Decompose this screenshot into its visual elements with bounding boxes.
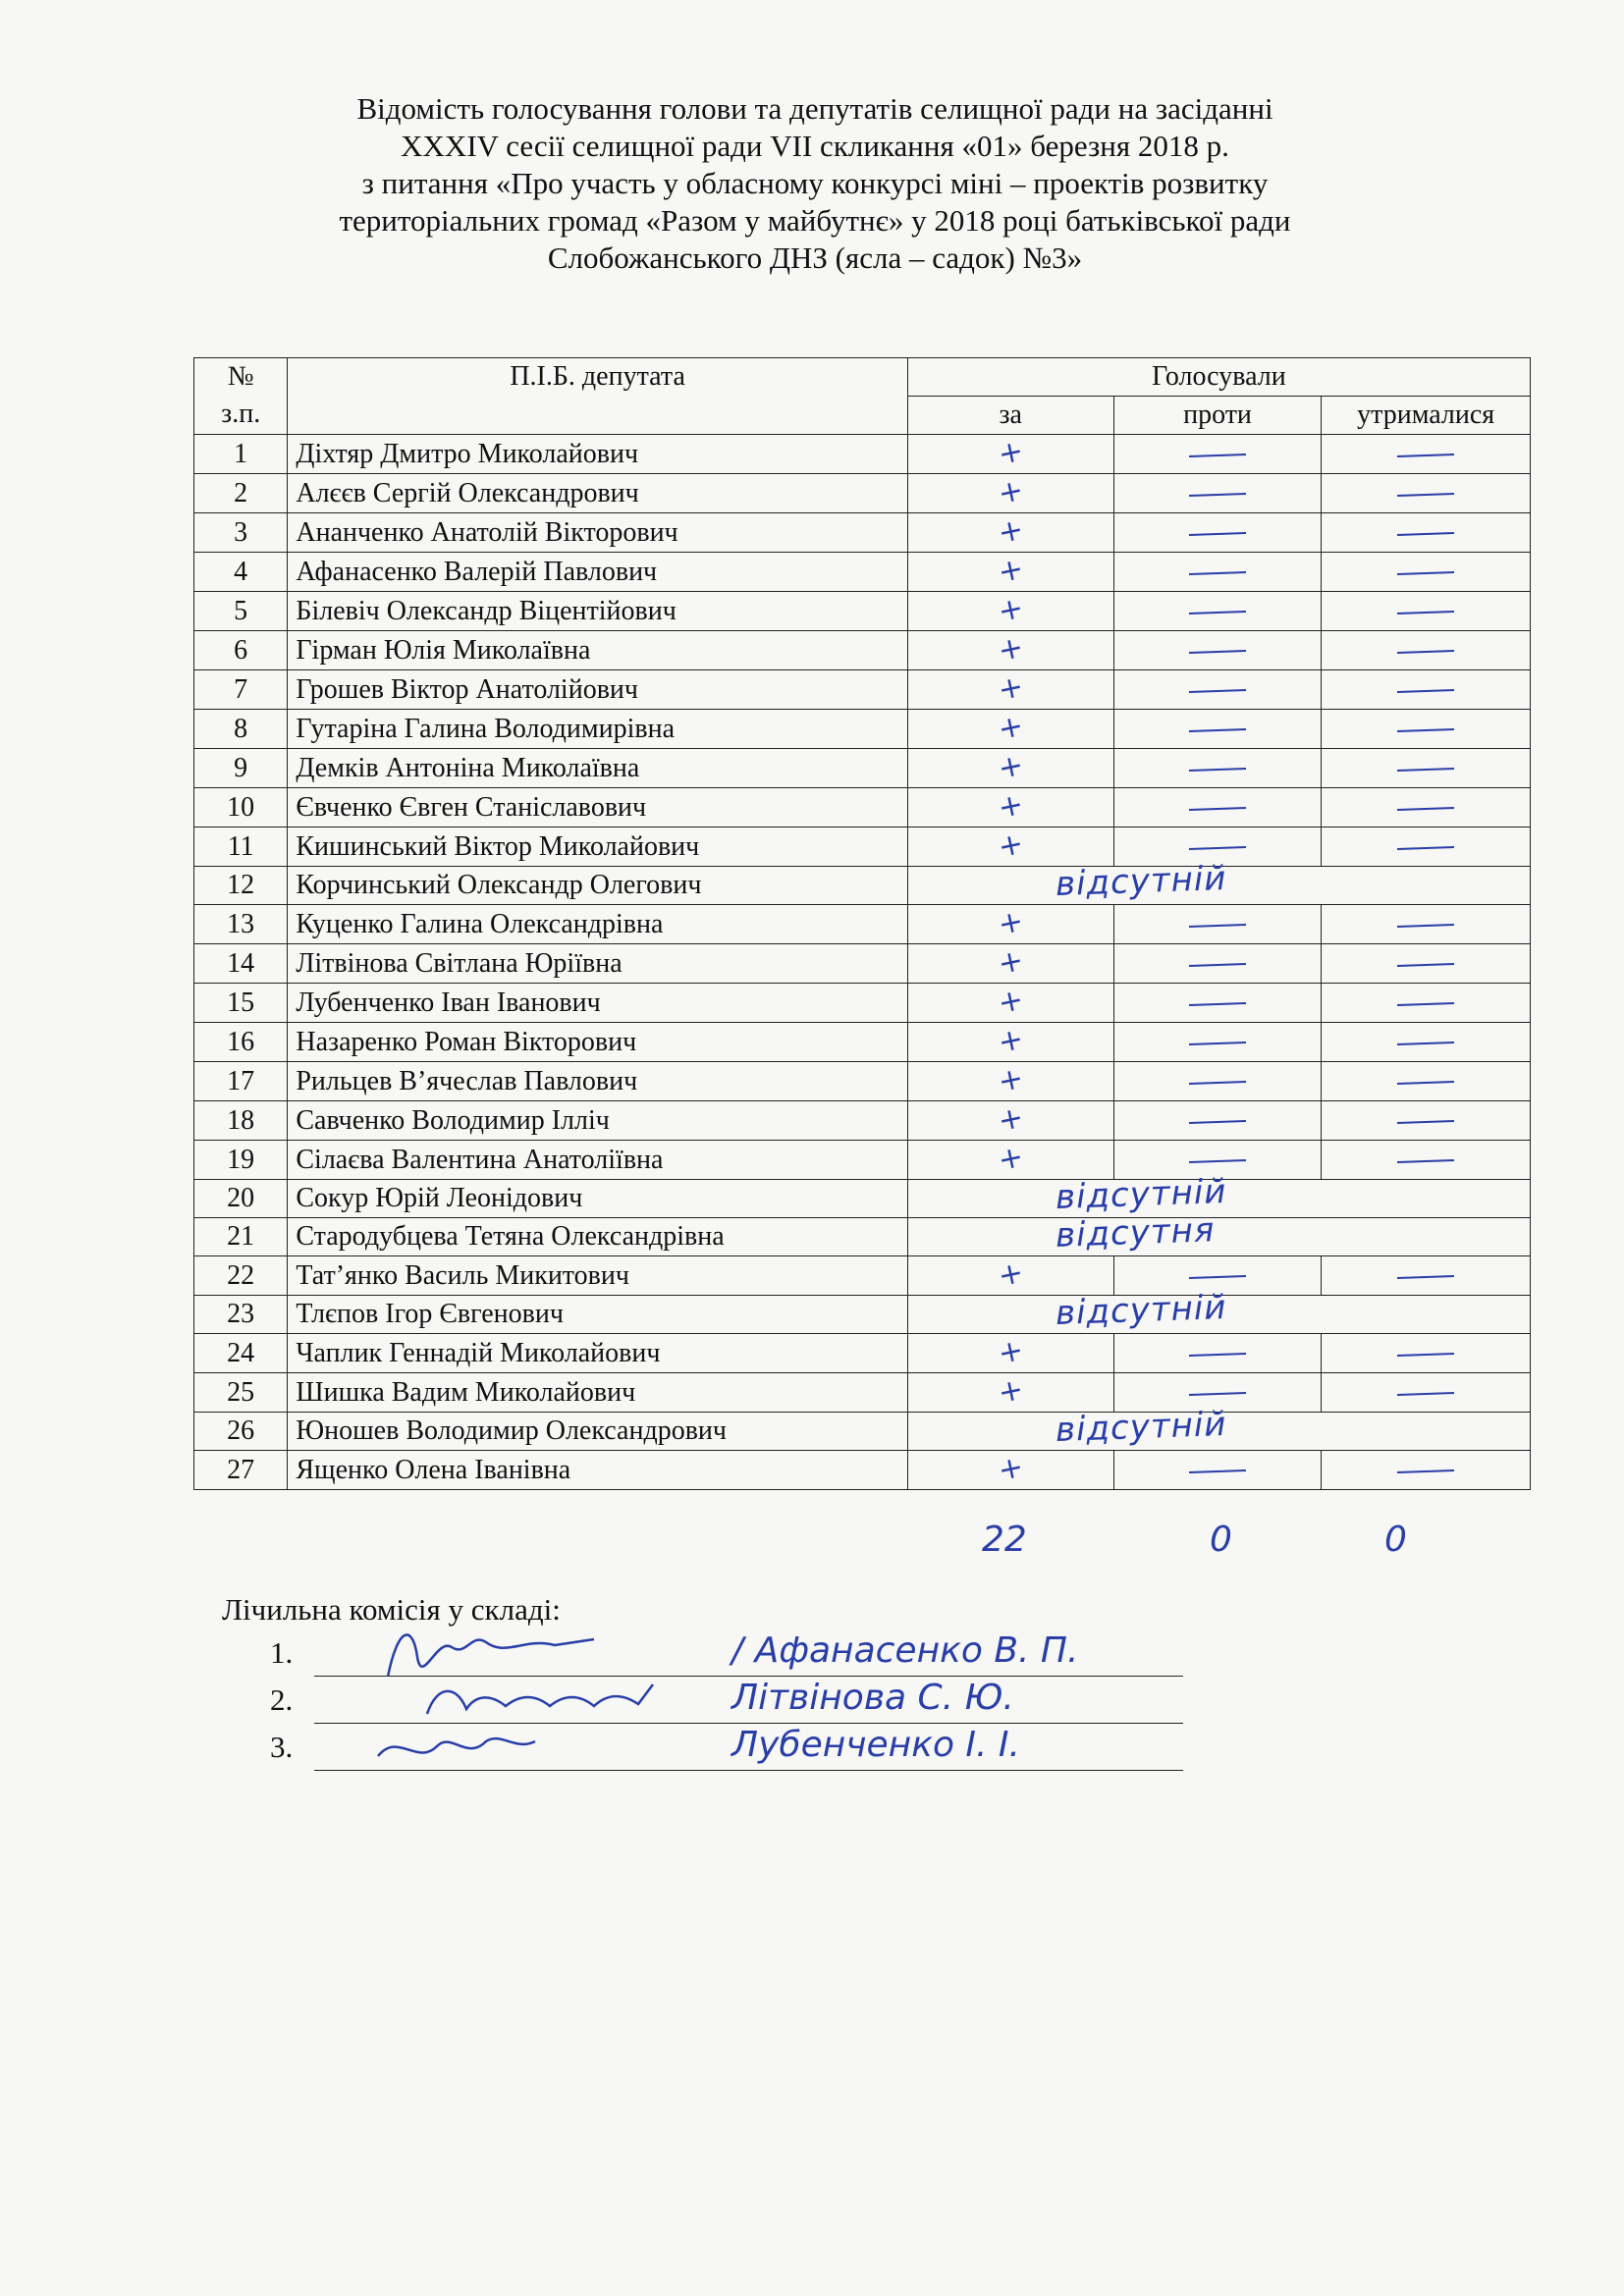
table-row — [194, 1413, 1531, 1451]
header-number-line2: з.п. — [221, 399, 261, 429]
commission-member-3 — [270, 1725, 1183, 1775]
vote-for-cell — [907, 944, 1113, 984]
row-number: 18 — [194, 1101, 288, 1141]
vote-for-cell — [907, 1101, 1113, 1141]
row-number: 17 — [194, 1062, 288, 1101]
table-row — [194, 1062, 1531, 1101]
vote-abstained-cell — [1322, 984, 1531, 1023]
vote-against-cell — [1113, 474, 1322, 513]
header-abstained: утрималися — [1322, 397, 1531, 435]
header-against: проти — [1113, 397, 1322, 435]
deputy-name: Білевіч Олександр Віцентійович — [288, 592, 907, 631]
table-row — [194, 670, 1531, 710]
plus-mark: + — [995, 1139, 1027, 1179]
total-against: 0 — [1210, 1520, 1232, 1560]
vote-for-cell — [907, 513, 1113, 553]
vote-for-cell — [907, 1334, 1113, 1373]
row-number: 7 — [194, 670, 288, 710]
row-number: 24 — [194, 1334, 288, 1373]
vote-abstained-cell — [1322, 905, 1531, 944]
row-number: 4 — [194, 553, 288, 592]
dash-mark — [1189, 611, 1246, 614]
deputy-name: Алєєв Сергій Олександрович — [288, 474, 907, 513]
table-row — [194, 788, 1531, 828]
dash-mark — [1189, 1353, 1246, 1357]
vote-abstained-cell — [1322, 435, 1531, 474]
dash-mark — [1189, 1159, 1246, 1163]
vote-abstained-cell — [1322, 1373, 1531, 1413]
title-line-3: з питання «Про участь у обласному конкурсі міні – проектів розвитку — [361, 166, 1269, 200]
table-row — [194, 905, 1531, 944]
vote-for-cell — [907, 905, 1113, 944]
plus-mark: + — [995, 1255, 1027, 1295]
member-number: 3. — [270, 1730, 294, 1764]
vote-against-cell — [1113, 1101, 1322, 1141]
plus-mark: + — [995, 511, 1027, 552]
deputy-name: Лубенченко Іван Іванович — [288, 984, 907, 1023]
vote-abstained-cell — [1322, 1141, 1531, 1180]
vote-for-cell — [907, 1062, 1113, 1101]
dash-mark — [1397, 1275, 1454, 1279]
dash-mark — [1397, 728, 1454, 732]
row-number: 21 — [194, 1218, 288, 1256]
dash-mark — [1189, 1002, 1246, 1006]
vote-against-cell — [1113, 1334, 1322, 1373]
vote-against-cell — [1113, 513, 1322, 553]
deputy-name: Літвінова Світлана Юріївна — [288, 944, 907, 984]
deputy-name: Сокур Юрій Леонідович — [288, 1180, 907, 1218]
dash-mark — [1397, 689, 1454, 693]
vote-abstained-cell — [1322, 1062, 1531, 1101]
row-number: 9 — [194, 749, 288, 788]
vote-abstained-cell — [1322, 1334, 1531, 1373]
table-row — [194, 435, 1531, 474]
dash-mark — [1189, 1041, 1246, 1045]
row-number: 25 — [194, 1373, 288, 1413]
dash-mark — [1397, 1353, 1454, 1357]
vote-for-cell — [907, 710, 1113, 749]
dash-mark — [1397, 924, 1454, 928]
vote-against-cell — [1113, 710, 1322, 749]
table-body — [194, 435, 1531, 1490]
deputy-name: Чаплик Геннадій Миколайович — [288, 1334, 907, 1373]
vote-abstained-cell — [1322, 474, 1531, 513]
plus-mark: + — [995, 1449, 1027, 1489]
header-number — [194, 358, 288, 435]
dash-mark — [1189, 571, 1246, 575]
vote-for-cell — [907, 828, 1113, 867]
dash-mark — [1397, 650, 1454, 654]
row-number: 27 — [194, 1451, 288, 1490]
dash-mark — [1189, 768, 1246, 772]
commission-label: Лічильна комісія у складі: — [222, 1592, 561, 1627]
dash-mark — [1189, 650, 1246, 654]
vote-for-cell — [907, 592, 1113, 631]
table-row — [194, 1023, 1531, 1062]
row-number: 10 — [194, 788, 288, 828]
dash-mark — [1189, 846, 1246, 850]
dash-mark — [1189, 924, 1246, 928]
vote-abstained-cell — [1322, 1101, 1531, 1141]
row-number: 19 — [194, 1141, 288, 1180]
plus-mark: + — [995, 1332, 1027, 1372]
deputy-name: Кишинський Віктор Миколайович — [288, 828, 907, 867]
absent-note: відсутній — [1055, 1171, 1227, 1218]
header-number-line1: № — [227, 361, 254, 392]
row-number: 23 — [194, 1296, 288, 1334]
vote-for-cell — [907, 1373, 1113, 1413]
vote-abstained-cell — [1322, 553, 1531, 592]
row-number: 14 — [194, 944, 288, 984]
table-row — [194, 828, 1531, 867]
plus-mark: + — [995, 1060, 1027, 1100]
table-row — [194, 749, 1531, 788]
deputy-name: Ященко Олена Іванівна — [288, 1451, 907, 1490]
dash-mark — [1397, 846, 1454, 850]
row-number: 1 — [194, 435, 288, 474]
dash-mark — [1397, 768, 1454, 772]
table-row — [194, 592, 1531, 631]
deputy-name: Шишка Вадим Миколайович — [288, 1373, 907, 1413]
plus-mark: + — [995, 982, 1027, 1022]
member-name: / Афанасенко В. П. — [731, 1630, 1079, 1671]
dash-mark — [1397, 493, 1454, 497]
deputy-name: Діхтяр Дмитро Миколайович — [288, 435, 907, 474]
vote-against-cell — [1113, 984, 1322, 1023]
dash-mark — [1189, 1081, 1246, 1085]
row-number: 20 — [194, 1180, 288, 1218]
plus-mark: + — [995, 1021, 1027, 1061]
vote-against-cell — [1113, 1062, 1322, 1101]
absent-note: відсутній — [1055, 1287, 1227, 1334]
title-line-2: XXXIV сесії селищної ради VII скликання «01» березня 2018 р. — [401, 129, 1229, 163]
vote-abstained-cell — [1322, 788, 1531, 828]
vote-for-cell — [907, 1451, 1113, 1490]
vote-abstained-cell — [1322, 710, 1531, 749]
vote-for-cell — [907, 1141, 1113, 1180]
plus-mark: + — [995, 708, 1027, 748]
row-number: 12 — [194, 867, 288, 905]
deputy-name: Грошев Віктор Анатолійович — [288, 670, 907, 710]
absence-cell — [907, 1210, 1530, 1256]
plus-mark: + — [995, 590, 1027, 630]
vote-against-cell — [1113, 553, 1322, 592]
vote-abstained-cell — [1322, 670, 1531, 710]
table-row — [194, 631, 1531, 670]
table-row — [194, 1296, 1531, 1334]
dash-mark — [1397, 571, 1454, 575]
vote-for-cell — [907, 435, 1113, 474]
table-row — [194, 513, 1531, 553]
vote-for-cell — [907, 788, 1113, 828]
table-row — [194, 474, 1531, 513]
vote-against-cell — [1113, 670, 1322, 710]
table-row — [194, 1451, 1531, 1490]
deputy-name: Гутаріна Галина Володимирівна — [288, 710, 907, 749]
dash-mark — [1397, 1392, 1454, 1396]
vote-abstained-cell — [1322, 631, 1531, 670]
dash-mark — [1397, 807, 1454, 811]
dash-mark — [1189, 1120, 1246, 1124]
vote-against-cell — [1113, 944, 1322, 984]
plus-mark: + — [995, 551, 1027, 591]
deputy-name: Демків Антоніна Миколаївна — [288, 749, 907, 788]
plus-mark: + — [995, 472, 1027, 512]
dash-mark — [1397, 1469, 1454, 1473]
title-line-1: Відомість голосування голови та депутатів селищної ради на засіданні — [356, 91, 1273, 126]
row-number: 5 — [194, 592, 288, 631]
dash-mark — [1189, 532, 1246, 536]
absence-cell — [907, 1287, 1530, 1334]
header-name: П.І.Б. депутата — [288, 358, 907, 435]
vote-abstained-cell — [1322, 1256, 1531, 1296]
vote-for-cell — [907, 1023, 1113, 1062]
deputy-name: Сілаєва Валентина Анатоліївна — [288, 1141, 907, 1180]
member-number: 1. — [270, 1635, 294, 1670]
title-line-4: територіальних громад «Разом у майбутнє» у 2018 році батьківської ради — [339, 203, 1291, 238]
vote-for-cell — [907, 984, 1113, 1023]
dash-mark — [1397, 532, 1454, 536]
dash-mark — [1189, 728, 1246, 732]
vote-for-cell — [907, 1256, 1113, 1296]
dash-mark — [1189, 1275, 1246, 1279]
vote-totals — [0, 1520, 1624, 1569]
vote-against-cell — [1113, 631, 1322, 670]
title-line-5: Слобожанського ДНЗ (ясла – садок) №3» — [547, 240, 1083, 275]
table-row — [194, 867, 1531, 905]
header-voted: Голосували — [907, 358, 1530, 397]
plus-mark: + — [995, 903, 1027, 943]
plus-mark: + — [995, 786, 1027, 827]
absent-note: відсутня — [1055, 1210, 1216, 1255]
deputy-name: Євченко Євген Станіславович — [288, 788, 907, 828]
table-row — [194, 710, 1531, 749]
vote-against-cell — [1113, 1023, 1322, 1062]
vote-against-cell — [1113, 905, 1322, 944]
absent-note: відсутній — [1055, 858, 1227, 905]
dash-mark — [1189, 689, 1246, 693]
table-row — [194, 1141, 1531, 1180]
vote-for-cell — [907, 749, 1113, 788]
table-row — [194, 1373, 1531, 1413]
table-row — [194, 553, 1531, 592]
deputy-name: Рильцев В’ячеслав Павлович — [288, 1062, 907, 1101]
member-name: Літвінова С. Ю. — [731, 1678, 1014, 1718]
dash-mark — [1397, 1041, 1454, 1045]
total-abstained: 0 — [1384, 1520, 1407, 1560]
deputy-name: Стародубцева Тетяна Олександрівна — [288, 1218, 907, 1256]
vote-for-cell — [907, 553, 1113, 592]
plus-mark: + — [995, 668, 1027, 709]
table-row — [194, 944, 1531, 984]
row-number: 2 — [194, 474, 288, 513]
deputy-name: Юношев Володимир Олександрович — [288, 1413, 907, 1451]
dash-mark — [1397, 1120, 1454, 1124]
member-number: 2. — [270, 1682, 294, 1717]
table-row — [194, 1180, 1531, 1218]
deputy-name: Афанасенко Валерій Павлович — [288, 553, 907, 592]
vote-against-cell — [1113, 592, 1322, 631]
table-row — [194, 1334, 1531, 1373]
plus-mark: + — [995, 629, 1027, 669]
deputy-name: Тат’янко Василь Микитович — [288, 1256, 907, 1296]
vote-against-cell — [1113, 749, 1322, 788]
table-row — [194, 984, 1531, 1023]
table-row — [194, 1101, 1531, 1141]
deputy-name: Назаренко Роман Вікторович — [288, 1023, 907, 1062]
deputy-name: Ананченко Анатолій Вікторович — [288, 513, 907, 553]
dash-mark — [1189, 963, 1246, 967]
dash-mark — [1189, 454, 1246, 457]
deputy-name: Тлєпов Ігор Євгенович — [288, 1296, 907, 1334]
document-title — [196, 90, 1434, 277]
dash-mark — [1189, 1392, 1246, 1396]
dash-mark — [1397, 1159, 1454, 1163]
row-number: 8 — [194, 710, 288, 749]
deputy-name: Савченко Володимир Ілліч — [288, 1101, 907, 1141]
absent-note: відсутній — [1055, 1404, 1227, 1451]
dash-mark — [1397, 963, 1454, 967]
deputy-name: Куценко Галина Олександрівна — [288, 905, 907, 944]
absence-cell — [907, 1171, 1530, 1218]
vote-abstained-cell — [1322, 592, 1531, 631]
row-number: 26 — [194, 1413, 288, 1451]
plus-mark: + — [995, 826, 1027, 866]
dash-mark — [1189, 1469, 1246, 1473]
absence-cell — [907, 1404, 1530, 1451]
vote-against-cell — [1113, 435, 1322, 474]
vote-for-cell — [907, 474, 1113, 513]
voting-table — [193, 357, 1531, 1490]
vote-against-cell — [1113, 1451, 1322, 1490]
vote-for-cell — [907, 631, 1113, 670]
signature-scribble — [358, 1712, 682, 1781]
row-number: 22 — [194, 1256, 288, 1296]
dash-mark — [1397, 1081, 1454, 1085]
vote-abstained-cell — [1322, 1023, 1531, 1062]
dash-mark — [1397, 454, 1454, 457]
vote-abstained-cell — [1322, 1451, 1531, 1490]
plus-mark: + — [995, 942, 1027, 983]
table-row — [194, 1218, 1531, 1256]
absence-cell — [907, 858, 1530, 905]
dash-mark — [1189, 493, 1246, 497]
vote-for-cell — [907, 670, 1113, 710]
vote-abstained-cell — [1322, 749, 1531, 788]
vote-abstained-cell — [1322, 513, 1531, 553]
member-name: Лубенченко І. І. — [731, 1725, 1020, 1765]
plus-mark: + — [995, 433, 1027, 473]
header-for: за — [907, 397, 1113, 435]
vote-abstained-cell — [1322, 944, 1531, 984]
dash-mark — [1397, 611, 1454, 614]
row-number: 6 — [194, 631, 288, 670]
plus-mark: + — [995, 1099, 1027, 1140]
deputy-name: Гірман Юлія Миколаївна — [288, 631, 907, 670]
plus-mark: + — [995, 747, 1027, 787]
dash-mark — [1189, 807, 1246, 811]
row-number: 15 — [194, 984, 288, 1023]
dash-mark — [1397, 1002, 1454, 1006]
plus-mark: + — [995, 1371, 1027, 1412]
total-for: 22 — [982, 1520, 1027, 1560]
row-number: 3 — [194, 513, 288, 553]
vote-against-cell — [1113, 788, 1322, 828]
row-number: 11 — [194, 828, 288, 867]
vote-abstained-cell — [1322, 828, 1531, 867]
row-number: 16 — [194, 1023, 288, 1062]
deputy-name: Корчинський Олександр Олегович — [288, 867, 907, 905]
table-row — [194, 1256, 1531, 1296]
row-number: 13 — [194, 905, 288, 944]
